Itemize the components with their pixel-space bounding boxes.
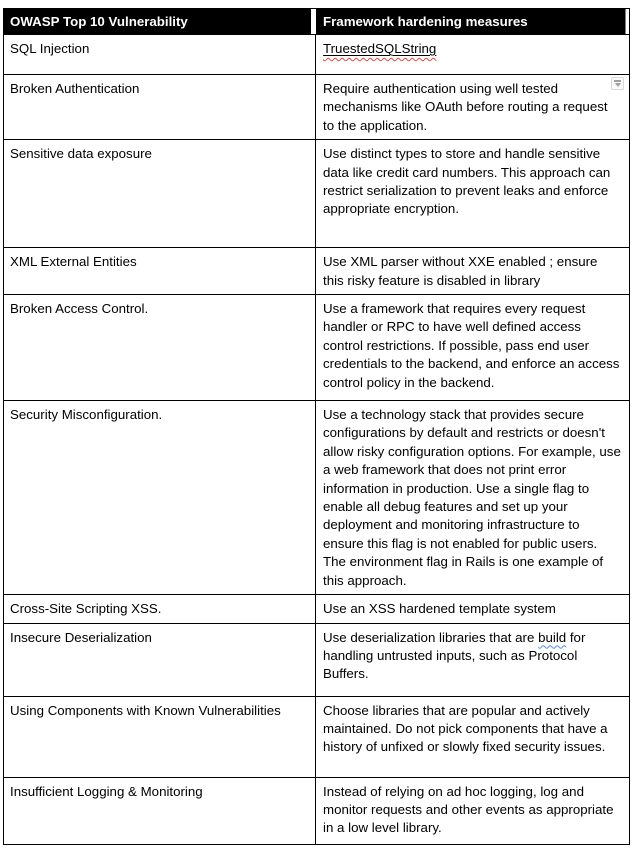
column-header-vulnerability: OWASP Top 10 Vulnerability — [4, 9, 316, 34]
table-header-row — [4, 9, 629, 34]
table-row — [4, 34, 629, 74]
grammar-flagged-word: build — [538, 629, 567, 645]
table-row — [4, 294, 629, 400]
collapse-bar — [614, 80, 621, 82]
measure-cell: Choose libraries that are popular and actively maintained. Do not pick components that have a history of unfixed or slowly fixed security issues. — [323, 702, 608, 755]
vulnerability-cell: XML External Entities — [4, 248, 316, 294]
vulnerability-cell: Broken Access Control. — [4, 295, 316, 400]
measure-cell: Use distinct types to store and handle sensitive data like credit card numbers. This approach can restrict serialization to prevent leaks and enforce appropriate encryption. — [323, 146, 611, 217]
vulnerability-cell: Cross-Site Scripting XSS. — [4, 595, 316, 622]
column-header-measures: Framework hardening measures — [316, 9, 629, 34]
table-row — [4, 623, 629, 696]
table-row — [4, 247, 629, 294]
vulnerability-cell: SQL Injection — [4, 35, 316, 74]
measure-text-post: for handling untrusted inputs, such as Protocol Buffers. — [323, 629, 586, 682]
owasp-hardening-table — [3, 8, 630, 845]
table-row — [4, 696, 629, 777]
collapsed-comment-icon[interactable] — [611, 77, 624, 90]
measure-cell: Instead of relying on ad hoc logging, log and monitor requests and other events as appropriate in a low level library. — [323, 783, 614, 836]
measure-cell — [316, 35, 629, 74]
table-row — [4, 594, 629, 622]
table-row — [4, 400, 629, 594]
vulnerability-cell: Sensitive data exposure — [4, 140, 316, 247]
vulnerability-cell: Insecure Deserialization — [4, 624, 316, 696]
collapse-triangle — [615, 83, 621, 87]
vulnerability-cell: Security Misconfiguration. — [4, 401, 316, 594]
vulnerability-cell: Insufficient Logging & Monitoring — [4, 778, 316, 844]
vulnerability-cell: Broken Authentication — [4, 75, 316, 139]
table-row — [4, 777, 629, 844]
measure-cell: Use XML parser without XXE enabled ; ensure this risky feature is disabled in library — [323, 254, 598, 288]
measure-cell: Use a framework that requires every request handler or RPC to have well defined access control restrictions. If possible, pass end user credentials to the backend, and enforce an access control policy in the backend. — [323, 301, 620, 390]
measure-text: Require authentication using well tested mechanisms like OAuth before routing a request to the application. — [323, 81, 608, 133]
sql-measure-link[interactable]: TruestedSQLString — [323, 41, 437, 56]
misspelled-word — [323, 41, 436, 56]
vulnerability-cell: Using Components with Known Vulnerabilities — [4, 697, 316, 777]
measure-cell — [316, 75, 629, 139]
measure-cell — [316, 624, 629, 696]
measure-cell: Use a technology stack that provides secure configurations by default and restricts or doesn't allow risky configuration options. For example, use a web framework that does not print error information in production. Use a single flag to enable all debug features and set up your deployment and monitoring infrastructure to ensure this flag is not enabled for public users. The environment flag in Rails is one example of this approach. — [323, 407, 621, 588]
table-row — [4, 74, 629, 139]
measure-cell: Use an XSS hardened template system — [323, 601, 556, 617]
table-row — [4, 139, 629, 247]
measure-text-pre: Use deserialization libraries that are — [323, 629, 539, 645]
